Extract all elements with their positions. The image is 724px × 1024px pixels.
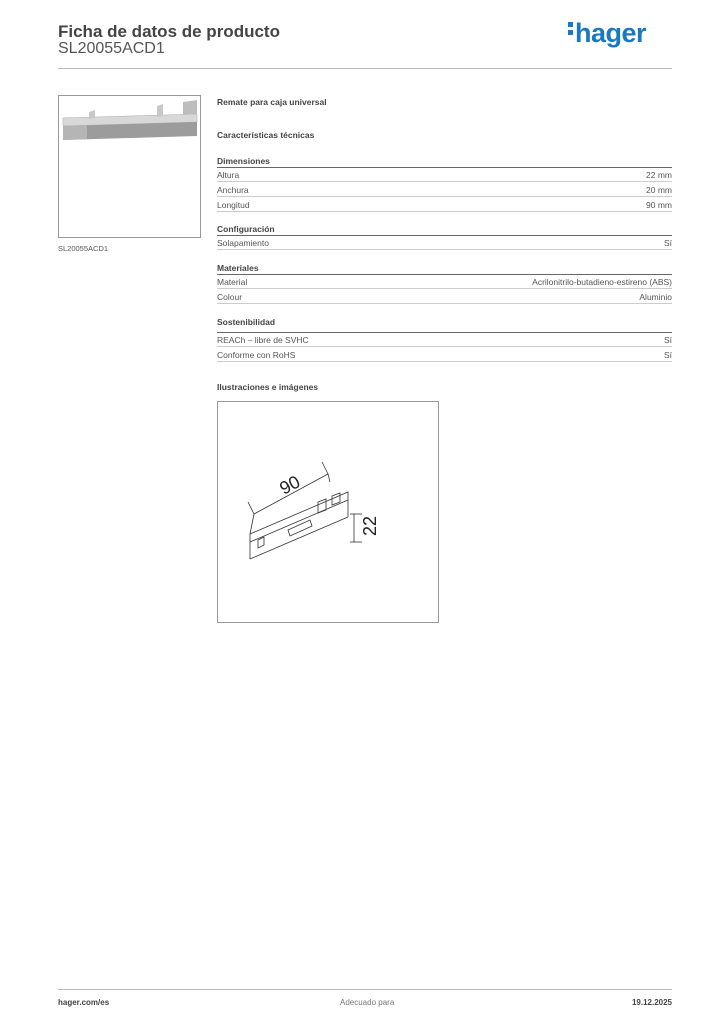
spec-row <box>217 198 672 212</box>
spec-row <box>217 290 672 304</box>
spec-value: Aluminio <box>639 292 672 302</box>
spec-row <box>217 333 672 347</box>
spec-label: REACh – libre de SVHC <box>217 335 309 345</box>
spec-label: Anchura <box>217 185 249 195</box>
group-heading-sostenibilidad: Sostenibilidad <box>217 317 276 327</box>
spec-row <box>217 168 672 182</box>
spec-value: Sí <box>663 350 672 360</box>
dimension-height-label: 22 <box>360 515 380 536</box>
product-photo-image <box>59 96 200 237</box>
hager-logo <box>568 18 646 49</box>
spec-label: Longitud <box>217 200 250 210</box>
footer-date: 19.12.2025 <box>631 998 672 1007</box>
spec-label: Solapamiento <box>217 238 269 248</box>
spec-row <box>217 275 672 289</box>
spec-value: Sí <box>663 335 672 345</box>
illustrations-heading: Ilustraciones e imágenes <box>217 382 319 392</box>
spec-label: Conforme con RoHS <box>217 350 296 360</box>
spec-value: Sí <box>663 238 672 248</box>
logo-dots-icon <box>568 22 573 38</box>
logo-text: hager <box>575 18 647 48</box>
footer-suitable-for: Adecuado para <box>340 998 395 1007</box>
product-name: Remate para caja universal <box>217 97 327 107</box>
dimension-length-label: 90 <box>276 471 304 499</box>
spec-value: 22 mm <box>646 170 672 180</box>
spec-value: 90 mm <box>646 200 672 210</box>
spec-row <box>217 236 672 250</box>
spec-value: 20 mm <box>646 185 672 195</box>
footer-divider <box>58 989 672 990</box>
spec-value: Acrilonitrilo-butadieno-estireno (ABS) <box>532 277 672 287</box>
dimension-drawing <box>217 401 439 623</box>
tech-specs-heading: Características técnicas <box>217 130 315 140</box>
group-heading-materiales: Materiales <box>217 263 259 273</box>
spec-label: Altura <box>217 170 240 180</box>
page-title: Ficha de datos de producto <box>58 22 280 41</box>
group-heading-configuracion: Configuración <box>217 224 275 234</box>
photo-caption: SL20055ACD1 <box>58 244 109 253</box>
product-photo <box>58 95 201 238</box>
spec-row <box>217 348 672 362</box>
dimension-drawing-svg <box>218 402 438 622</box>
spec-label: Colour <box>217 292 243 302</box>
group-heading-dimensiones: Dimensiones <box>217 156 270 166</box>
product-code: SL20055ACD1 <box>58 40 165 57</box>
footer-website: hager.com/es <box>58 998 110 1007</box>
header-divider <box>58 68 672 69</box>
spec-label: Material <box>217 277 248 287</box>
spec-row <box>217 183 672 197</box>
